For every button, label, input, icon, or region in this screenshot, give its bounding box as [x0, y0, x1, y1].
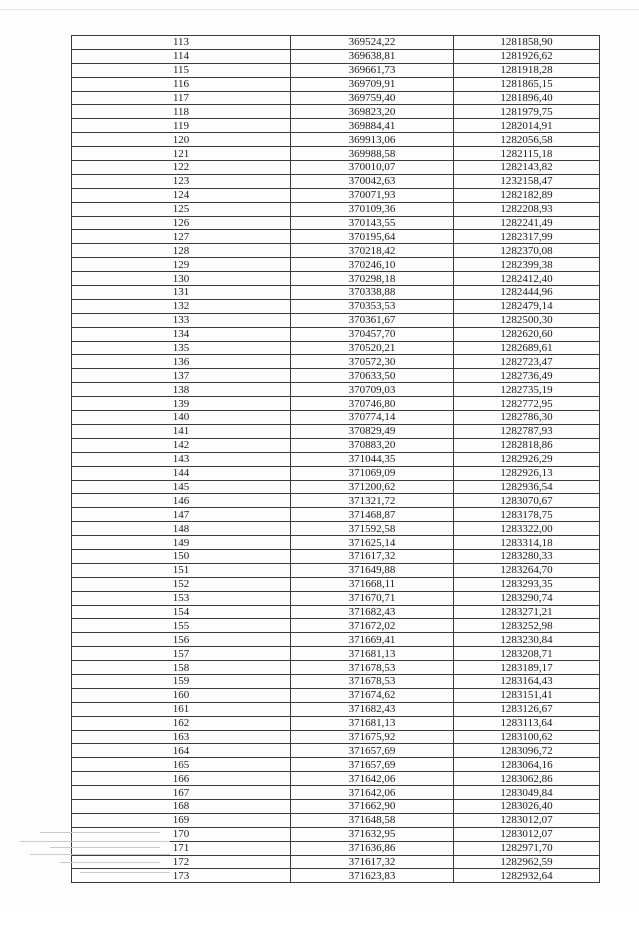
table-row: [72, 744, 600, 758]
y-coordinate-cell: 1283208,71: [454, 647, 600, 661]
table-row: [72, 577, 600, 591]
x-coordinate-cell: 369913,06: [291, 133, 454, 147]
y-coordinate-cell: 1283290,74: [454, 591, 600, 605]
x-coordinate-cell: 370195,64: [291, 230, 454, 244]
point-number-cell: 154: [72, 605, 291, 619]
y-coordinate-cell: 1283164,43: [454, 674, 600, 688]
point-number-cell: 167: [72, 786, 291, 800]
y-coordinate-cell: 1283264,70: [454, 563, 600, 577]
point-number-cell: 145: [72, 480, 291, 494]
y-coordinate-cell: 1281865,15: [454, 77, 600, 91]
point-number-cell: 147: [72, 508, 291, 522]
x-coordinate-cell: 371678,53: [291, 661, 454, 675]
x-coordinate-cell: 371632,95: [291, 827, 454, 841]
y-coordinate-cell: 1282818,86: [454, 438, 600, 452]
point-number-cell: 156: [72, 633, 291, 647]
table-row: [72, 494, 600, 508]
point-number-cell: 123: [72, 174, 291, 188]
point-number-cell: 144: [72, 466, 291, 480]
y-coordinate-cell: 1283070,67: [454, 494, 600, 508]
x-coordinate-cell: 371617,32: [291, 549, 454, 563]
x-coordinate-cell: 371674,62: [291, 688, 454, 702]
x-coordinate-cell: 371682,43: [291, 605, 454, 619]
scan-artifact: [20, 832, 230, 932]
y-coordinate-cell: 1283096,72: [454, 744, 600, 758]
table-row: [72, 244, 600, 258]
y-coordinate-cell: 1282317,99: [454, 230, 600, 244]
table-row: [72, 758, 600, 772]
x-coordinate-cell: 369661,73: [291, 63, 454, 77]
table-row: [72, 161, 600, 175]
y-coordinate-cell: 1282444,96: [454, 286, 600, 300]
y-coordinate-cell: 1282772,95: [454, 397, 600, 411]
point-number-cell: 146: [72, 494, 291, 508]
y-coordinate-cell: 1282370,08: [454, 244, 600, 258]
y-coordinate-cell: 1283151,41: [454, 688, 600, 702]
page-top-edge: [0, 9, 639, 10]
table-row: [72, 216, 600, 230]
x-coordinate-cell: 371617,32: [291, 855, 454, 869]
table-row: [72, 661, 600, 675]
table-row: [72, 77, 600, 91]
y-coordinate-cell: 1283189,17: [454, 661, 600, 675]
table-row: [72, 536, 600, 550]
x-coordinate-cell: 370042,63: [291, 174, 454, 188]
x-coordinate-cell: 370520,21: [291, 341, 454, 355]
y-coordinate-cell: 1283280,33: [454, 549, 600, 563]
table-row: [72, 633, 600, 647]
point-number-cell: 131: [72, 286, 291, 300]
point-number-cell: 168: [72, 799, 291, 813]
y-coordinate-cell: 1283314,18: [454, 536, 600, 550]
y-coordinate-cell: 1283026,40: [454, 799, 600, 813]
table-row: [72, 702, 600, 716]
y-coordinate-cell: 1282689,61: [454, 341, 600, 355]
x-coordinate-cell: 370109,36: [291, 202, 454, 216]
y-coordinate-cell: 1282479,14: [454, 299, 600, 313]
point-number-cell: 138: [72, 383, 291, 397]
point-number-cell: 166: [72, 772, 291, 786]
point-number-cell: 152: [72, 577, 291, 591]
point-number-cell: 114: [72, 49, 291, 63]
y-coordinate-cell: 1282620,60: [454, 327, 600, 341]
table-row: [72, 355, 600, 369]
x-coordinate-cell: 371069,09: [291, 466, 454, 480]
x-coordinate-cell: 371682,43: [291, 702, 454, 716]
x-coordinate-cell: 371678,53: [291, 674, 454, 688]
point-number-cell: 115: [72, 63, 291, 77]
x-coordinate-cell: 371200,62: [291, 480, 454, 494]
y-coordinate-cell: 1282971,70: [454, 841, 600, 855]
x-coordinate-cell: 369709,91: [291, 77, 454, 91]
x-coordinate-cell: 371642,06: [291, 772, 454, 786]
point-number-cell: 163: [72, 730, 291, 744]
y-coordinate-cell: 1282143,82: [454, 161, 600, 175]
point-number-cell: 150: [72, 549, 291, 563]
y-coordinate-cell: 1283062,86: [454, 772, 600, 786]
table-row: [72, 619, 600, 633]
y-coordinate-cell: 1282399,38: [454, 258, 600, 272]
coordinates-table-body: [72, 36, 600, 883]
x-coordinate-cell: 371468,87: [291, 508, 454, 522]
point-number-cell: 172: [72, 855, 291, 869]
x-coordinate-cell: 371648,58: [291, 813, 454, 827]
y-coordinate-cell: 1282926,29: [454, 452, 600, 466]
table-row: [72, 91, 600, 105]
x-coordinate-cell: 371669,41: [291, 633, 454, 647]
table-row: [72, 174, 600, 188]
x-coordinate-cell: 371672,02: [291, 619, 454, 633]
point-number-cell: 134: [72, 327, 291, 341]
table-row: [72, 369, 600, 383]
y-coordinate-cell: 1282500,30: [454, 313, 600, 327]
y-coordinate-cell: 1282786,30: [454, 411, 600, 425]
y-coordinate-cell: 1283064,16: [454, 758, 600, 772]
point-number-cell: 126: [72, 216, 291, 230]
y-coordinate-cell: 1232158,47: [454, 174, 600, 188]
x-coordinate-cell: 369759,40: [291, 91, 454, 105]
y-coordinate-cell: 1282208,93: [454, 202, 600, 216]
point-number-cell: 118: [72, 105, 291, 119]
y-coordinate-cell: 1282115,18: [454, 147, 600, 161]
y-coordinate-cell: 1281918,28: [454, 63, 600, 77]
table-row: [72, 258, 600, 272]
x-coordinate-cell: 371670,71: [291, 591, 454, 605]
x-coordinate-cell: 369884,41: [291, 119, 454, 133]
point-number-cell: 136: [72, 355, 291, 369]
x-coordinate-cell: 370143,55: [291, 216, 454, 230]
y-coordinate-cell: 1283293,35: [454, 577, 600, 591]
table-row: [72, 424, 600, 438]
point-number-cell: 119: [72, 119, 291, 133]
y-coordinate-cell: 1282014,91: [454, 119, 600, 133]
table-row: [72, 438, 600, 452]
y-coordinate-cell: 1283113,64: [454, 716, 600, 730]
x-coordinate-cell: 371675,92: [291, 730, 454, 744]
point-number-cell: 151: [72, 563, 291, 577]
x-coordinate-cell: 371681,13: [291, 716, 454, 730]
x-coordinate-cell: 371321,72: [291, 494, 454, 508]
point-number-cell: 117: [72, 91, 291, 105]
point-number-cell: 155: [72, 619, 291, 633]
x-coordinate-cell: 370361,67: [291, 313, 454, 327]
y-coordinate-cell: 1282787,93: [454, 424, 600, 438]
point-number-cell: 128: [72, 244, 291, 258]
y-coordinate-cell: 1283230,84: [454, 633, 600, 647]
x-coordinate-cell: 371657,69: [291, 758, 454, 772]
y-coordinate-cell: 1283100,62: [454, 730, 600, 744]
coordinates-table: [71, 35, 600, 883]
table-row: [72, 230, 600, 244]
point-number-cell: 132: [72, 299, 291, 313]
table-row: [72, 716, 600, 730]
table-row: [72, 674, 600, 688]
table-row: [72, 508, 600, 522]
y-coordinate-cell: 1282932,64: [454, 869, 600, 883]
y-coordinate-cell: 1282723,47: [454, 355, 600, 369]
table-row: [72, 647, 600, 661]
y-coordinate-cell: 1283252,98: [454, 619, 600, 633]
y-coordinate-cell: 1283271,21: [454, 605, 600, 619]
y-coordinate-cell: 1281979,75: [454, 105, 600, 119]
table-row: [72, 119, 600, 133]
x-coordinate-cell: 369988,58: [291, 147, 454, 161]
table-row: [72, 147, 600, 161]
table-row: [72, 813, 600, 827]
table-row: [72, 133, 600, 147]
table-row: [72, 522, 600, 536]
table-row: [72, 202, 600, 216]
table-row: [72, 299, 600, 313]
table-row: [72, 105, 600, 119]
x-coordinate-cell: 371636,86: [291, 841, 454, 855]
table-row: [72, 730, 600, 744]
point-number-cell: 127: [72, 230, 291, 244]
point-number-cell: 173: [72, 869, 291, 883]
point-number-cell: 160: [72, 688, 291, 702]
y-coordinate-cell: 1282056,58: [454, 133, 600, 147]
point-number-cell: 171: [72, 841, 291, 855]
table-row: [72, 480, 600, 494]
x-coordinate-cell: 370353,53: [291, 299, 454, 313]
x-coordinate-cell: 370298,18: [291, 272, 454, 286]
point-number-cell: 135: [72, 341, 291, 355]
y-coordinate-cell: 1282736,49: [454, 369, 600, 383]
x-coordinate-cell: 371642,06: [291, 786, 454, 800]
x-coordinate-cell: 370218,42: [291, 244, 454, 258]
point-number-cell: 130: [72, 272, 291, 286]
y-coordinate-cell: 1283178,75: [454, 508, 600, 522]
point-number-cell: 170: [72, 827, 291, 841]
point-number-cell: 162: [72, 716, 291, 730]
point-number-cell: 169: [72, 813, 291, 827]
y-coordinate-cell: 1282962,59: [454, 855, 600, 869]
x-coordinate-cell: 370746,80: [291, 397, 454, 411]
x-coordinate-cell: 370829,49: [291, 424, 454, 438]
point-number-cell: 141: [72, 424, 291, 438]
x-coordinate-cell: 371668,11: [291, 577, 454, 591]
y-coordinate-cell: 1283012,07: [454, 827, 600, 841]
table-row: [72, 549, 600, 563]
point-number-cell: 133: [72, 313, 291, 327]
point-number-cell: 113: [72, 36, 291, 50]
x-coordinate-cell: 370071,93: [291, 188, 454, 202]
x-coordinate-cell: 370246,10: [291, 258, 454, 272]
y-coordinate-cell: 1282936,54: [454, 480, 600, 494]
point-number-cell: 140: [72, 411, 291, 425]
point-number-cell: 165: [72, 758, 291, 772]
y-coordinate-cell: 1281926,62: [454, 49, 600, 63]
table-row: [72, 313, 600, 327]
x-coordinate-cell: 369524,22: [291, 36, 454, 50]
y-coordinate-cell: 1283322,00: [454, 522, 600, 536]
x-coordinate-cell: 370774,14: [291, 411, 454, 425]
point-number-cell: 129: [72, 258, 291, 272]
table-row: [72, 605, 600, 619]
table-row: [72, 799, 600, 813]
table-row: [72, 327, 600, 341]
table-row: [72, 397, 600, 411]
table-row: [72, 36, 600, 50]
table-row: [72, 341, 600, 355]
x-coordinate-cell: 371625,14: [291, 536, 454, 550]
y-coordinate-cell: 1281896,40: [454, 91, 600, 105]
x-coordinate-cell: 371044,35: [291, 452, 454, 466]
y-coordinate-cell: 1283049,84: [454, 786, 600, 800]
y-coordinate-cell: 1281858,90: [454, 36, 600, 50]
table-row: [72, 49, 600, 63]
table-row: [72, 563, 600, 577]
x-coordinate-cell: 370010,07: [291, 161, 454, 175]
point-number-cell: 122: [72, 161, 291, 175]
table-row: [72, 286, 600, 300]
x-coordinate-cell: 371662,90: [291, 799, 454, 813]
point-number-cell: 159: [72, 674, 291, 688]
y-coordinate-cell: 1282182,89: [454, 188, 600, 202]
point-number-cell: 153: [72, 591, 291, 605]
table-row: [72, 452, 600, 466]
table-row: [72, 63, 600, 77]
y-coordinate-cell: 1282735,19: [454, 383, 600, 397]
point-number-cell: 116: [72, 77, 291, 91]
point-number-cell: 125: [72, 202, 291, 216]
x-coordinate-cell: 369638,81: [291, 49, 454, 63]
y-coordinate-cell: 1282241,49: [454, 216, 600, 230]
point-number-cell: 161: [72, 702, 291, 716]
table-row: [72, 411, 600, 425]
x-coordinate-cell: 370572,30: [291, 355, 454, 369]
x-coordinate-cell: 371592,58: [291, 522, 454, 536]
point-number-cell: 142: [72, 438, 291, 452]
x-coordinate-cell: 370338,88: [291, 286, 454, 300]
table-row: [72, 591, 600, 605]
y-coordinate-cell: 1282926,13: [454, 466, 600, 480]
point-number-cell: 124: [72, 188, 291, 202]
point-number-cell: 157: [72, 647, 291, 661]
table-row: [72, 272, 600, 286]
x-coordinate-cell: 370633,50: [291, 369, 454, 383]
table-row: [72, 688, 600, 702]
y-coordinate-cell: 1282412,40: [454, 272, 600, 286]
table-row: [72, 772, 600, 786]
x-coordinate-cell: 371649,88: [291, 563, 454, 577]
point-number-cell: 121: [72, 147, 291, 161]
table-row: [72, 383, 600, 397]
x-coordinate-cell: 371657,69: [291, 744, 454, 758]
x-coordinate-cell: 371623,83: [291, 869, 454, 883]
point-number-cell: 158: [72, 661, 291, 675]
point-number-cell: 137: [72, 369, 291, 383]
point-number-cell: 149: [72, 536, 291, 550]
point-number-cell: 120: [72, 133, 291, 147]
point-number-cell: 143: [72, 452, 291, 466]
x-coordinate-cell: 369823,20: [291, 105, 454, 119]
x-coordinate-cell: 370457,70: [291, 327, 454, 341]
y-coordinate-cell: 1283012,07: [454, 813, 600, 827]
point-number-cell: 164: [72, 744, 291, 758]
point-number-cell: 139: [72, 397, 291, 411]
y-coordinate-cell: 1283126,67: [454, 702, 600, 716]
x-coordinate-cell: 371681,13: [291, 647, 454, 661]
table-row: [72, 786, 600, 800]
table-row: [72, 188, 600, 202]
point-number-cell: 148: [72, 522, 291, 536]
table-row: [72, 466, 600, 480]
x-coordinate-cell: 370709,03: [291, 383, 454, 397]
x-coordinate-cell: 370883,20: [291, 438, 454, 452]
